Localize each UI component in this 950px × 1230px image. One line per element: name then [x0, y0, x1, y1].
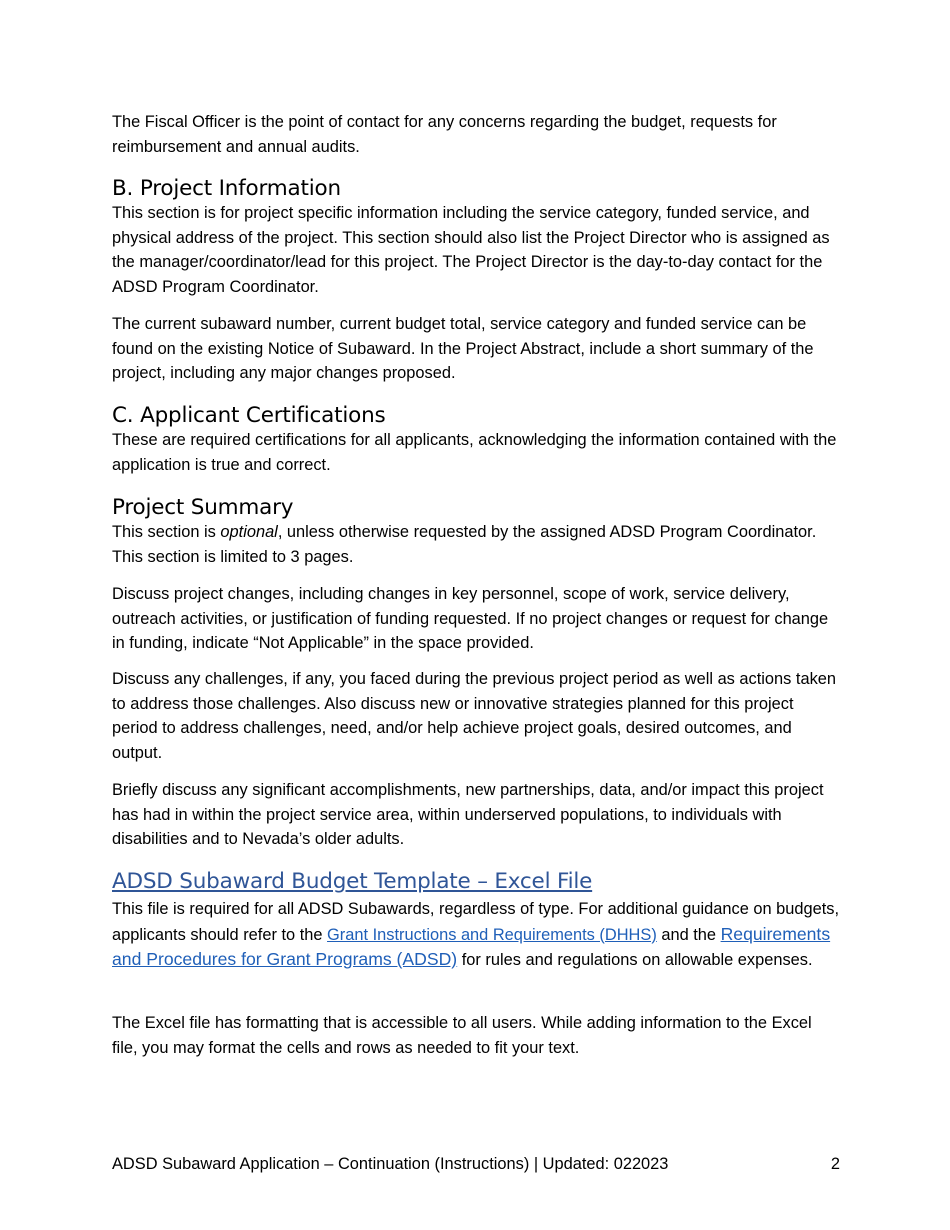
budget-paragraph-2: The Excel file has formatting that is accessible to all users. While adding information to the Excel file, you may format the cells and rows as needed to fit your text. — [112, 1014, 812, 1057]
project-summary-paragraph-4: Briefly discuss any significant accomplishments, new partnerships, data, and/or impact this project has had in within the project service area, within underserved populations, to individuals with disabilities and to Nevada’s older adults. — [112, 781, 824, 848]
project-summary-paragraph-2: Discuss project changes, including changes in key personnel, scope of work, service delivery, outreach activities, or justification of funding requested. If no project changes or request for change in funding, indicate “Not Applicable” in the space provided. — [112, 585, 829, 652]
footer-text: ADSD Subaward Application – Continuation (Instructions) | Updated: 022023 — [112, 1155, 669, 1173]
budget-template-heading — [112, 868, 592, 895]
page-number: 2 — [830, 1155, 840, 1173]
summary-text-after: , unless otherwise requested by the assigned ADSD Program Coordinator. This section is limited to 3 pages. — [112, 523, 817, 566]
budget-text-after: for rules and regulations on allowable expenses. — [457, 951, 813, 969]
summary-emphasis-optional: optional — [220, 523, 278, 541]
budget-paragraph-1 — [112, 897, 840, 973]
grant-instructions-dhhs-link[interactable]: Grant Instructions and Requirements (DHHS) — [327, 925, 657, 944]
project-summary-heading: Project Summary — [112, 495, 294, 520]
section-b-heading: B. Project Information — [112, 176, 341, 201]
summary-text-before: This section is — [112, 523, 221, 541]
requirements-procedures-adsd-link[interactable]: Requirements and Procedures for Grant Programs (ADSD) — [112, 923, 831, 969]
page-footer — [112, 1152, 840, 1176]
section-c-heading: C. Applicant Certifications — [112, 403, 386, 428]
section-b-paragraph-2: The current subaward number, current budget total, service category and funded service can be found on the existing Notice of Subaward. In the Project Abstract, include a short summary of the project, including any major changes proposed. — [112, 315, 814, 382]
project-summary-paragraph-3: Discuss any challenges, if any, you faced during the previous project period as well as actions taken to address those challenges. Also discuss new or innovative strategies planned for this project period to address challenges, need, and/or help achieve project goals, desired outcomes, and output. — [112, 670, 837, 762]
section-b-paragraph-1: This section is for project specific information including the service category, funded service, and physical address of the project. This section should also list the Project Director who is assigned as the manager/coordinator/lead for this project. The Project Director is the day-to-day contact for the ADSD Program Coordinator. — [112, 204, 830, 296]
fiscal-officer-paragraph: The Fiscal Officer is the point of contact for any concerns regarding the budget, requests for reimbursement and annual audits. — [112, 113, 777, 156]
section-c-paragraph: These are required certifications for all applicants, acknowledging the information contained with the application is true and correct. — [112, 431, 837, 474]
project-summary-paragraph-1 — [112, 520, 840, 569]
budget-text-before: This file is required for all ADSD Subawards, regardless of type. For additional guidance on budgets, applicants should refer to the — [112, 900, 840, 944]
budget-template-link[interactable]: ADSD Subaward Budget Template – Excel File — [112, 869, 593, 894]
budget-text-middle: and the — [656, 925, 721, 944]
